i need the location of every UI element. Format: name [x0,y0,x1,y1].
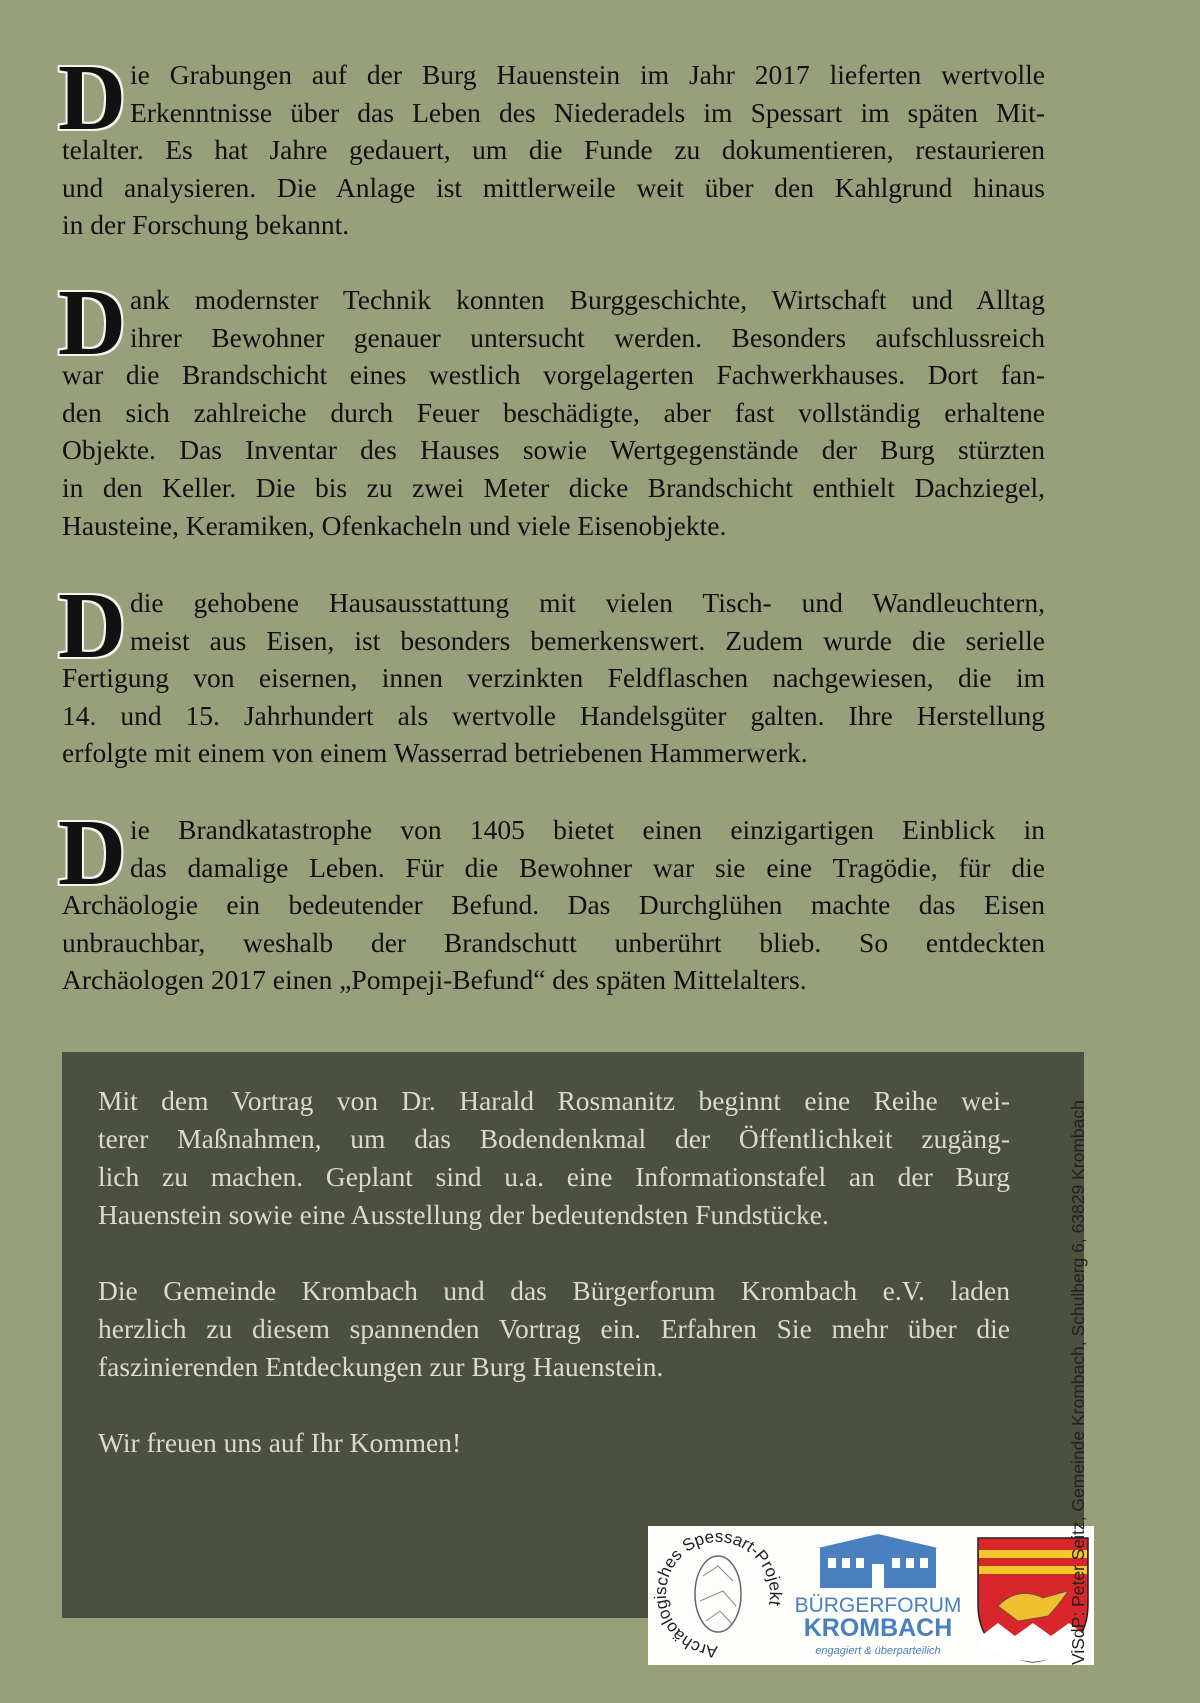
text-line: 14. und 15. Jahrhundert als wertvolle Handelsgüter galten. Ihre Herstellung [62,699,1045,731]
text-line: Archäologen 2017 einen „Pompeji-Befund“ des späten Mittelalters. [62,964,807,996]
text-line: war die Brandschicht eines westlich vorgelagerten Fachwerkhauses. Dort fan- [62,359,1045,391]
drop-cap: D [58,271,126,375]
text-line: in der Forschung bekannt. [62,209,350,241]
drop-cap: D [58,574,126,678]
hand-axe-icon [695,1556,741,1632]
text-line: das damalige Leben. Für die Bewohner war sie eine Tragödie, für die [130,851,1045,883]
text-line: ie Grabungen auf der Burg Hauenstein im Jahr 2017 lieferten wertvolle [130,59,1045,90]
box-paragraph-3 [98,1424,1010,1462]
text-line: Wir freuen uns auf Ihr Kommen! [98,1427,462,1458]
text-line: telalter. Es hat Jahre gedauert, um die Funde zu dokumentieren, restaurieren [62,134,1045,166]
text-line: Objekte. Das Inventar des Hauses sowie Wertgegenstände der Burg stürzten [62,434,1045,466]
box-paragraph-1 [98,1082,1010,1234]
archaeo-logo-text: Archäologisches Spessart-Projekt [650,1526,786,1662]
text-line: die gehobene Hausausstattung mit vielen Tisch- und Wandleuchtern, [130,587,1045,618]
drop-cap: D [58,801,126,905]
svg-text:engagiert & überparteilich: engagiert & überparteilich [815,1645,941,1657]
paragraph-4 [58,801,1045,999]
text-line: in den Keller. Die bis zu zwei Meter dicke Brandschicht enthielt Dachziegel, [62,471,1045,503]
text-line: Fertigung von eisernen, innen verzinkten Feldflaschen nachgewiesen, die im [62,662,1045,694]
text-line: Hauenstein sowie eine Ausstellung der bedeutendsten Fundstücke. [98,1199,829,1230]
svg-text:KROMBACH: KROMBACH [803,1614,953,1642]
text-line: lich zu machen. Geplant sind u.a. eine Informationstafel an der Burg [98,1161,1010,1192]
paragraph-2 [58,271,1045,544]
archaeological-project-logo [651,1527,785,1661]
imprint: ViSdP: Peter Seitz, Gemeinde Krombach, Schulberg 6, 63829 Krombach [1068,1100,1088,1665]
box-paragraph-2 [98,1272,1010,1386]
text-line: herzlich zu diesem spannenden Vortrag ein. Erfahren Sie mehr über die [98,1313,1010,1344]
drop-cap: D [58,46,126,150]
text-line: den sich zahlreiche durch Feuer beschädigte, aber fast vollständig erhaltene [62,396,1045,428]
text-line: Hausteine, Keramiken, Ofenkacheln und viele Eisenobjekte. [62,509,727,541]
buergerforum-logo [795,1534,962,1657]
text-line: ihrer Bewohner genauer untersucht werden. Besonders aufschlussreich [130,321,1045,353]
logo-strip [648,1526,1094,1665]
text-line: unbrauchbar, weshalb der Brandschutt unberührt blieb. So entdeckten [62,926,1045,958]
svg-text:Archäologisches Spessart-Proje [651,1527,785,1661]
text-line: Mit dem Vortrag von Dr. Harald Rosmanitz beginnt eine Reihe wei- [98,1085,1010,1116]
text-line: Archäologie ein bedeutender Befund. Das Durchglühen machte das Eisen [62,889,1045,921]
text-line: faszinierenden Entdeckungen zur Burg Hauenstein. [98,1351,664,1382]
svg-text:BÜRGERFORUM: BÜRGERFORUM [794,1594,962,1617]
paragraph-3 [58,574,1045,772]
paragraph-1 [58,46,1045,244]
text-line: meist aus Eisen, ist besonders bemerkenswert. Zudem wurde die serielle [130,624,1045,656]
text-line: ie Brandkatastrophe von 1405 bietet einen einzigartigen Einblick in [130,814,1045,845]
text-line: Erkenntnisse über das Leben des Niederadels im Spessart im späten Mit- [130,96,1045,128]
text-line: terer Maßnahmen, um das Bodendenkmal der Öffentlichkeit zugäng- [98,1123,1010,1154]
text-line: Die Gemeinde Krombach und das Bürgerforum Krombach e.V. laden [98,1275,1010,1306]
text-line: erfolgte mit einem von einem Wasserrad betriebenen Hammerwerk. [62,737,808,769]
text-line: und analysieren. Die Anlage ist mittlerweile weit über den Kahlgrund hinaus [62,171,1045,203]
text-line: ank modernster Technik konnten Burggeschichte, Wirtschaft und Alltag [130,284,1045,315]
